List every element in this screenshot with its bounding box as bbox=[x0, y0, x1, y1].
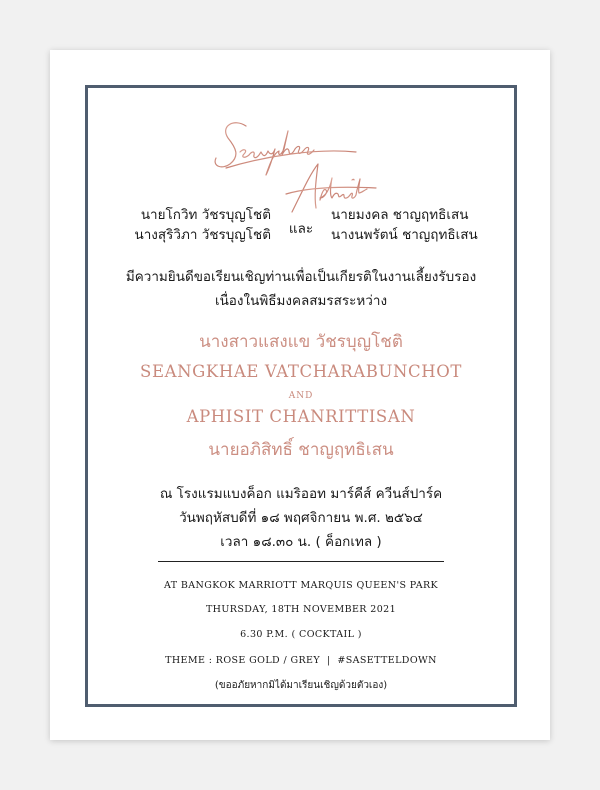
apology-note: (ขออภัยหากมิได้มาเรียนเชิญด้วยตัวเอง) bbox=[214, 680, 388, 691]
groom-father-name: นายมงคล ชาญฤทธิเสน bbox=[331, 207, 469, 223]
groom-mother-name: นางนพรัตน์ ชาญฤทธิเสน bbox=[331, 227, 478, 243]
couple-and: AND bbox=[288, 391, 314, 401]
bride-name-thai: นางสาวแสงแข วัชรบุญโชติ bbox=[199, 332, 403, 352]
bride-father-name: นายโกวิท วัชรบุญโชติ bbox=[140, 207, 271, 223]
venue-place-english: AT BANGKOK MARRIOTT MARQUIS QUEEN'S PARK bbox=[163, 580, 439, 591]
couple-monogram-logo bbox=[206, 108, 406, 218]
groom-parents bbox=[331, 205, 478, 245]
bride-name-english: SEANGKHAE VATCHARABUNCHOT bbox=[140, 362, 462, 381]
venue-time-english: 6.30 P.M. ( COCKTAIL ) bbox=[240, 629, 362, 640]
bride-mother-name: นางสุริวิภา วัชรบุญโชติ bbox=[134, 227, 271, 243]
venue-place-thai: ณ โรงแรมแบงค็อก แมริออท มาร์คีส์ ควีนส์ปาร์ค bbox=[159, 486, 443, 502]
groom-name-english: APHISIT CHANRITTISAN bbox=[186, 407, 416, 426]
venue-date-english: THURSDAY, 18TH NOVEMBER 2021 bbox=[205, 604, 397, 615]
parents-conjunction: และ bbox=[288, 221, 314, 237]
theme-hashtag: THEME : ROSE GOLD / GREY | #SASETTELDOWN bbox=[165, 655, 437, 666]
invitation-card bbox=[50, 50, 550, 740]
groom-name-thai: นายอภิสิทธิ์ ชาญฤทธิเสน bbox=[208, 440, 394, 460]
parents-names bbox=[88, 205, 514, 253]
section-divider bbox=[158, 561, 444, 562]
invitation-line-1: มีความยินดีขอเรียนเชิญท่านเพื่อเป็นเกียรติในงานเลี้ยงรับรอง bbox=[125, 269, 477, 285]
card-border-frame bbox=[85, 85, 517, 707]
card-content bbox=[88, 88, 514, 704]
venue-time-thai: เวลา ๑๘.๓๐ น. ( ค็อกเทล ) bbox=[220, 534, 382, 550]
venue-date-thai: วันพฤหัสบดีที่ ๑๘ พฤศจิกายน พ.ศ. ๒๕๖๔ bbox=[179, 510, 423, 526]
invitation-line-2: เนื่องในพิธีมงคลสมรสระหว่าง bbox=[214, 293, 388, 309]
